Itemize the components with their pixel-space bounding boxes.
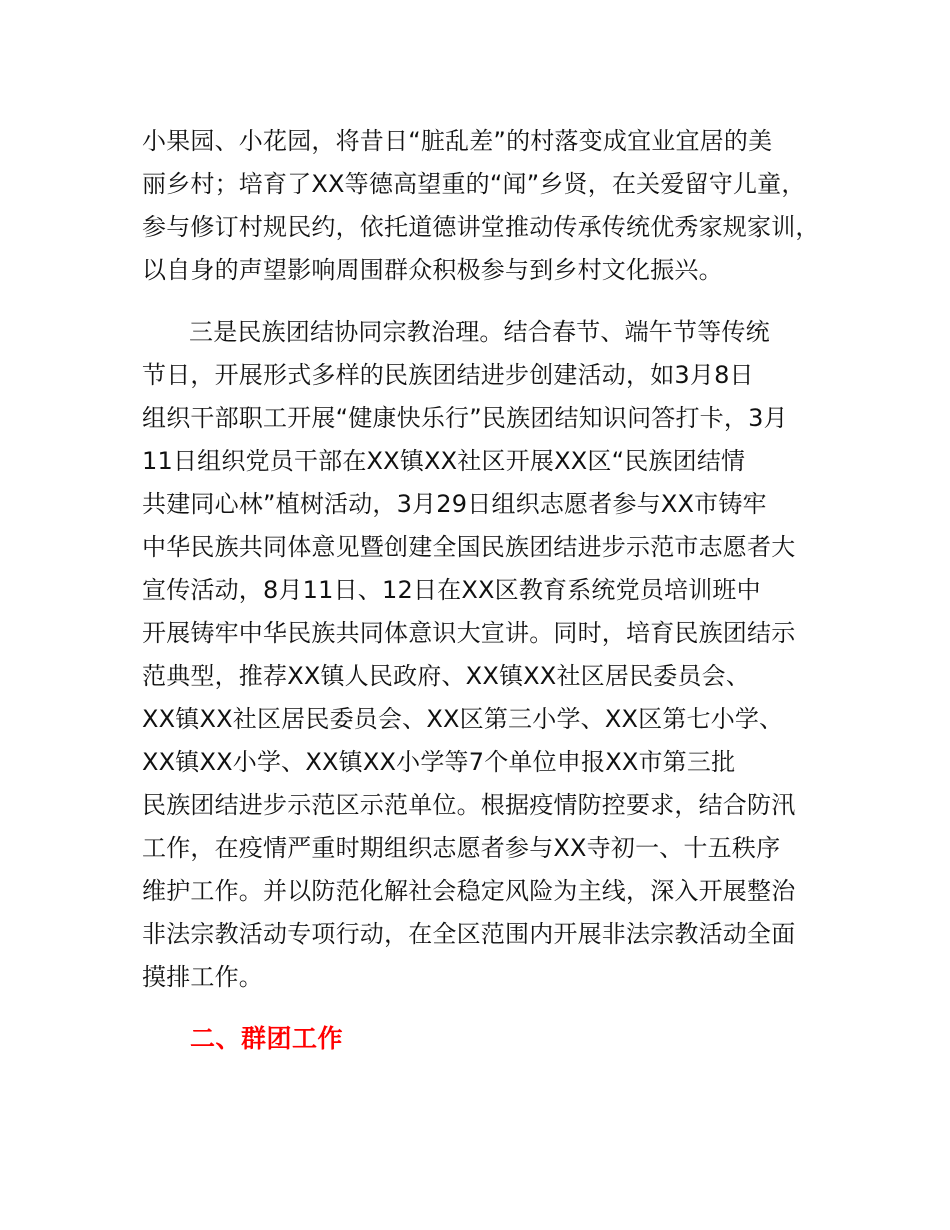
text-line: 开展铸牢中华民族共同体意识大宣讲。同时，培育民族团结示 [142, 619, 796, 647]
text-line: 11日组织党员干部在XX镇XX社区开展XX区“民族团结情 [142, 447, 746, 475]
text-line: 维护工作。并以防范化解社会稳定风险为主线，深入开展整治 [142, 877, 796, 905]
text-line: 中华民族共同体意见暨创建全国民族团结进步示范市志愿者大 [142, 533, 796, 561]
section-heading: 二、群团工作 [190, 1024, 344, 1053]
text-line: 参与修订村规民约，依托道德讲堂推动传承传统优秀家规家训， [142, 213, 820, 241]
text-line: 节日，开展形式多样的民族团结进步创建活动，如3月8日 [142, 361, 754, 389]
text-line: 小果园、小花园，将昔日“脏乱差”的村落变成宜业宜居的美 [142, 127, 773, 155]
text-line: 丽乡村；培育了XX等德高望重的“闻”乡贤，在关爱留守儿童， [142, 170, 806, 198]
text-line: 民族团结进步示范区示范单位。根据疫情防控要求，结合防汛 [142, 791, 796, 819]
text-line: 以自身的声望影响周围群众积极参与到乡村文化振兴。 [142, 256, 723, 284]
text-line: XX镇XX社区居民委员会、XX区第三小学、XX区第七小学、 [142, 705, 784, 733]
text-line: 组织干部职工开展“健康快乐行”民族团结知识问答打卡，3月 [142, 404, 788, 432]
text-line: 非法宗教活动专项行动，在全区范围内开展非法宗教活动全面 [142, 920, 796, 948]
text-line: XX镇XX小学、XX镇XX小学等7个单位申报XX市第三批 [142, 748, 736, 776]
text-line: 宣传活动，8月11日、12日在XX区教育系统党员培训班中 [142, 576, 761, 604]
text-line: 工作，在疫情严重时期组织志愿者参与XX寺初一、十五秩序 [142, 834, 781, 862]
text-line: 范典型，推荐XX镇人民政府、XX镇XX社区居民委员会、 [142, 662, 751, 690]
text-line: 三是民族团结协同宗教治理。结合春节、端午节等传统 [189, 318, 770, 346]
text-line: 共建同心林”植树活动，3月29日组织志愿者参与XX市铸牢 [142, 490, 767, 518]
text-line: 摸排工作。 [142, 963, 263, 991]
